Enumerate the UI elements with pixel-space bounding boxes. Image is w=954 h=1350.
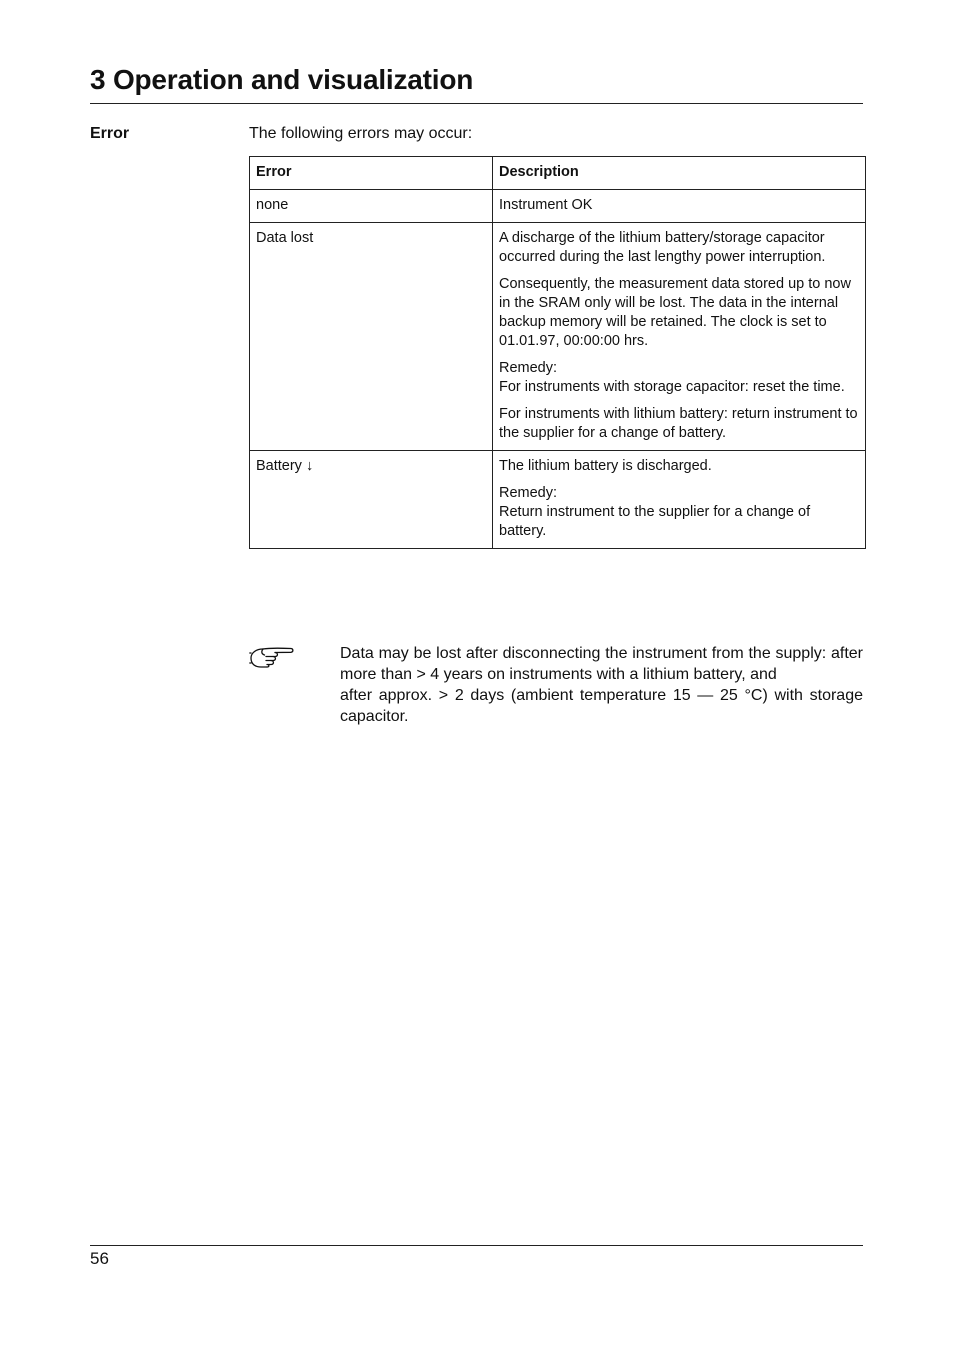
description-paragraph: A discharge of the lithium battery/storage capacitor occurred during the last lengthy power interruption. (499, 230, 826, 265)
description-paragraph: For instruments with lithium battery: return instrument to the supplier for a change of battery. (499, 406, 858, 441)
error-table (249, 156, 866, 549)
pointing-hand-icon (249, 644, 295, 670)
error-cell: Data lost (250, 223, 493, 451)
footer-divider (90, 1245, 863, 1246)
note-text (340, 643, 863, 727)
column-header-description: Description (493, 157, 866, 190)
note-line: after approx. > 2 days (ambient temperature 15 — 25 °C) with storage capacitor. (340, 687, 863, 725)
error-cell: Battery ↓ (250, 451, 493, 549)
description-paragraph: Consequently, the measurement data stored up to now in the SRAM only will be lost. The data in the internal backup memory will be retained. The clock is set to 01.01.97, 00:00:00 hrs. (499, 276, 851, 349)
description-cell (493, 451, 866, 549)
page-title: 3 Operation and visualization (90, 64, 474, 95)
table-row (250, 223, 866, 451)
column-header-error: Error (250, 157, 493, 190)
description-cell (493, 223, 866, 451)
error-cell: none (250, 190, 493, 223)
description-paragraph: The lithium battery is discharged. (499, 458, 712, 474)
description-paragraph: Instrument OK (499, 197, 593, 213)
section-margin-label: Error (90, 125, 130, 142)
remedy-paragraph: Remedy: Return instrument to the supplier for a change of battery. (499, 485, 811, 539)
description-cell (493, 190, 866, 223)
section-intro: The following errors may occur: (249, 125, 473, 142)
note-line: Data may be lost after disconnecting the instrument from the supply: after more than > 4 years on instruments with a lithium battery, and (340, 645, 863, 683)
table-header-row (250, 157, 866, 190)
page-number: 56 (90, 1249, 109, 1268)
title-divider (90, 103, 863, 104)
remedy-paragraph: Remedy: For instruments with storage capacitor: reset the time. (499, 360, 845, 395)
table-row (250, 190, 866, 223)
table-row (250, 451, 866, 549)
